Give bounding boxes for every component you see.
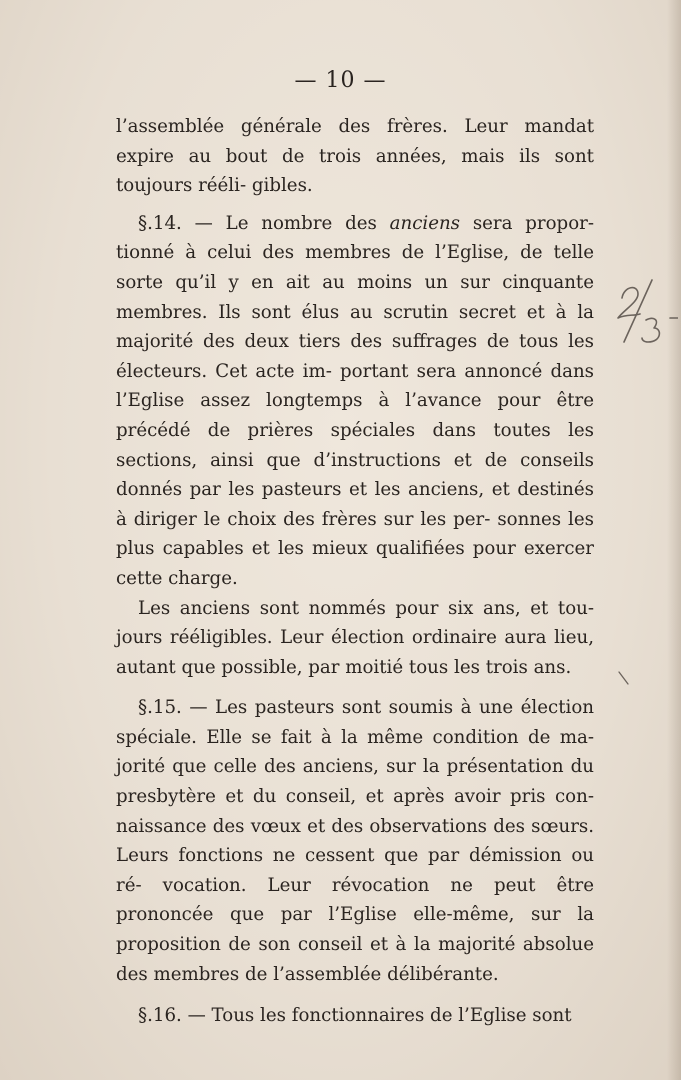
text-line: naissance des vœux et des observations des sœurs.: [116, 815, 594, 837]
emphasis-anciens: anciens: [389, 212, 461, 234]
text-line: dans toutes les sections, ainsi que d’instructions et: [116, 419, 594, 471]
text-line: sonnes les plus capables et les mieux qualifiées pour: [116, 508, 594, 560]
text-line: sont élus au scrutin secret et à la majorité des deux: [116, 301, 594, 353]
text-line: exercer cette charge.: [116, 538, 594, 589]
text-line: tionné à celui des membres de l’Eglise, de telle sorte: [116, 242, 594, 293]
text-line: presbytère et du conseil, et après avoir pris con-: [116, 786, 594, 808]
text-line: que par l’Eglise elle-même, sur la proposition de: [116, 904, 594, 956]
text-line: spéciale. Elle se fait à la même condition de ma-: [116, 726, 594, 748]
text-line: l’assemblée délibérante.: [273, 963, 499, 985]
text-line: de conseils donnés par les pasteurs et les anciens,: [116, 449, 594, 501]
paragraph-section-14: [116, 209, 594, 594]
handwritten-fraction-annotation: [602, 272, 678, 352]
text-line: au bout de trois années, mais ils sont toujours rééli-: [116, 145, 594, 197]
text-line: jours rééligibles. Leur élection ordinaire aura lieu,: [116, 627, 594, 649]
text-line: §.16. — Tous les fonctionnaires de l’Eglise sont: [138, 1005, 572, 1027]
page-edge-shadow: [667, 0, 681, 1080]
text-line: autant que possible, par moitié tous les trois ans.: [116, 656, 572, 678]
text-line: son conseil et à la majorité absolue des membres de: [116, 934, 594, 985]
text-line: tiers des suffrages de tous les électeurs. Cet acte im-: [116, 331, 594, 382]
text-line: à l’avance pour être précédé de prières spéciales: [116, 390, 594, 441]
text-line: §.14. — Le nombre des: [138, 212, 390, 234]
text-line: et destinés à diriger le choix des frères sur les per-: [116, 479, 594, 530]
page-number: — 10 —: [294, 68, 387, 93]
text-line: sera propor-: [460, 212, 594, 234]
paragraph: [116, 594, 594, 683]
text-line: jorité que celle des anciens, sur la présentation du: [116, 756, 594, 778]
text-line: gibles.: [251, 175, 313, 197]
text-line: l’assemblée générale des frères. Leur mandat expire: [116, 116, 594, 167]
text-line: Leurs fonctions ne cessent que par démission ou ré-: [116, 845, 594, 896]
text-line: §.15. — Les pasteurs sont soumis à une élection: [138, 697, 594, 719]
text-line: portant sera annoncé dans l’Eglise assez longtemps: [116, 360, 594, 412]
body-text: [116, 112, 594, 1031]
pencil-tick-mark: [616, 668, 632, 692]
paragraph-section-16: [116, 1001, 594, 1031]
text-line: qu’il y en ait au moins un sur cinquante membres. Ils: [116, 271, 594, 323]
paragraph: [116, 112, 594, 201]
text-line: vocation. Leur révocation ne peut être prononcée: [116, 874, 594, 926]
text-line: Les anciens sont nommés pour six ans, et tou-: [138, 597, 594, 619]
paragraph-section-15: [116, 693, 594, 989]
